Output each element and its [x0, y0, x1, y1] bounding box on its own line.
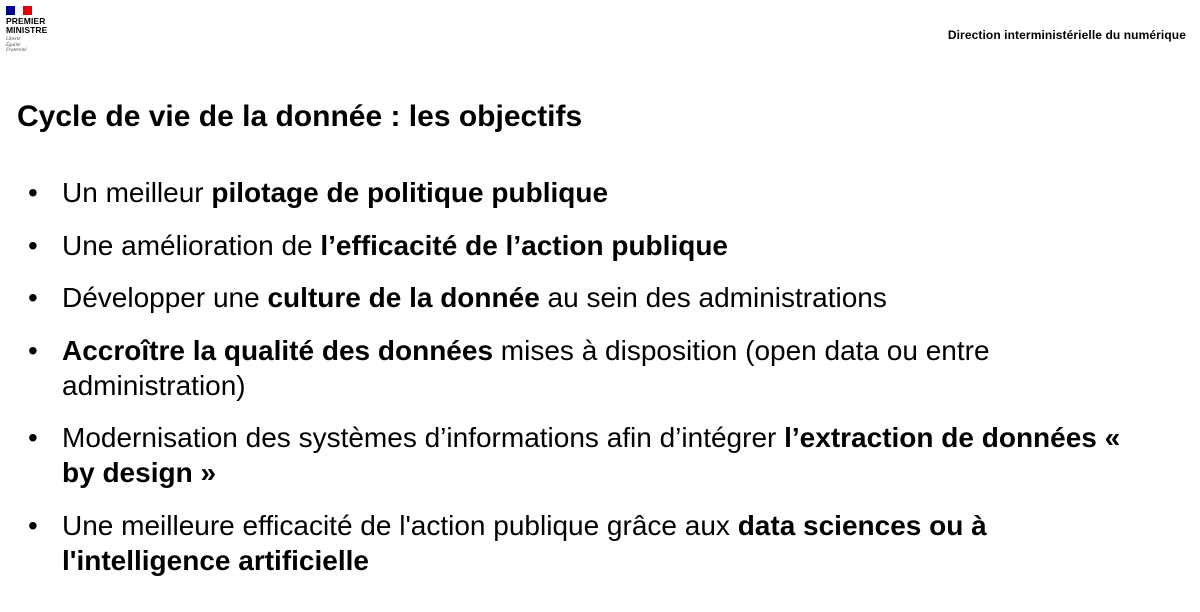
- bullet-text-pre: Modernisation des systèmes d’informations afin d’intégrer: [62, 422, 785, 453]
- bullet-item-4: [0, 333, 1200, 403]
- motto-egalite: Égalité: [6, 42, 21, 48]
- logo-line-1: PREMIER: [6, 16, 46, 26]
- bullet-item-2: [0, 228, 1200, 263]
- bullet-text-bold: l’extraction de données « by design »: [62, 422, 1121, 488]
- motto-liberte: Liberté: [6, 37, 21, 42]
- bullet-text-bold: Accroître la qualité des données: [62, 334, 494, 366]
- bullet-text-pre: Développer une: [62, 282, 268, 313]
- bullet-text-bold: data sciences ou à l'intelligence artificielle: [62, 509, 987, 576]
- bullet-text-post: au sein des administrations: [539, 282, 887, 313]
- bullet-text-pre: Une meilleure efficacité de l'action publique grâce aux: [62, 509, 738, 541]
- logo-motto: [6, 37, 66, 54]
- bullet-text-pre: Un meilleur: [62, 177, 212, 208]
- logo-text: [6, 17, 66, 35]
- bullet-item-3: [0, 280, 1200, 315]
- bullet-item-5: [0, 420, 1200, 490]
- bullet-text-bold: l’efficacité de l’action publique: [320, 229, 729, 261]
- bullet-text-pre: Une amélioration de: [62, 229, 321, 261]
- slide-title: Cycle de vie de la donnée : les objectifs: [17, 100, 583, 133]
- bullet-text-post: mises à disposition (open data ou entre administration): [62, 334, 990, 401]
- bullet-item-1: [0, 175, 1200, 210]
- premier-ministre-logo: [6, 6, 66, 62]
- objectives-list: [0, 175, 1200, 595]
- bullet-item-6: [0, 508, 1200, 578]
- bullet-text-bold: pilotage de politique publique: [211, 177, 609, 208]
- logo-line-2: MINISTRE: [6, 25, 48, 35]
- french-flag-icon: [6, 6, 32, 15]
- header-organization: Direction interministérielle du numérique: [947, 28, 1186, 42]
- bullet-text-bold: culture de la donnée: [267, 282, 540, 313]
- motto-fraternite: Fraternité: [6, 48, 27, 53]
